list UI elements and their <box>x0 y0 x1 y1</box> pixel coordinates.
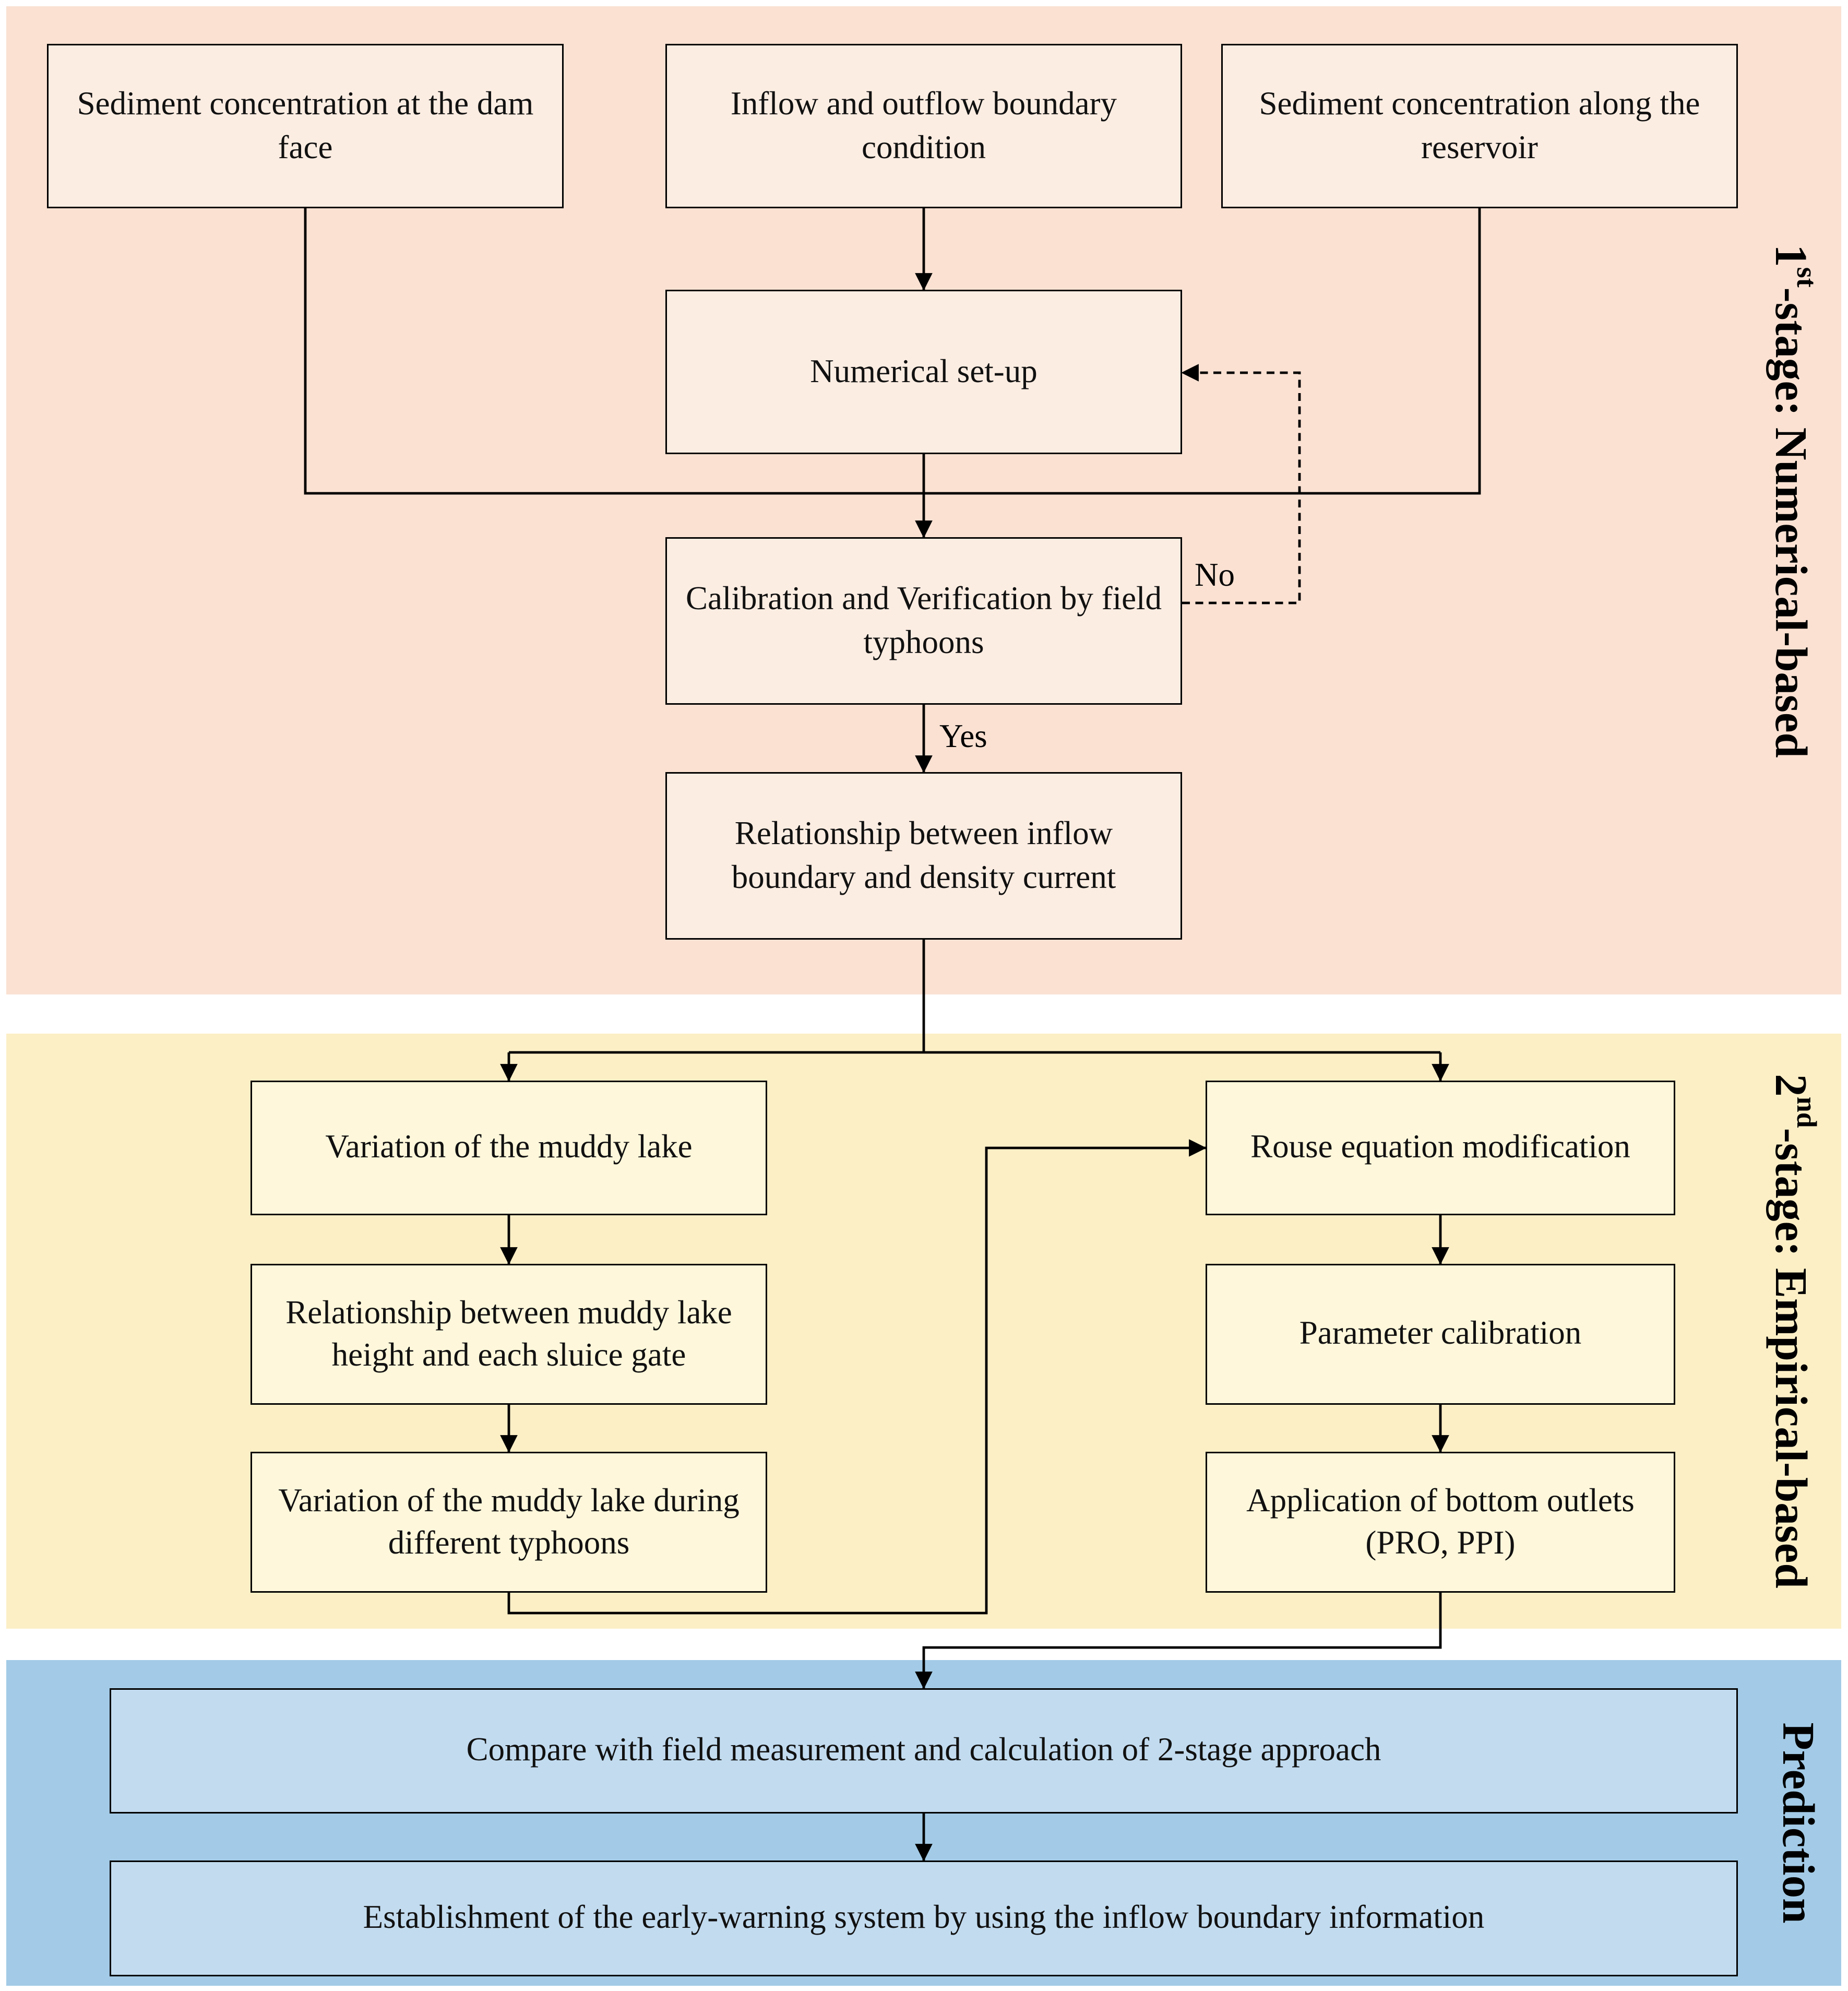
edge-label-no: No <box>1195 556 1235 594</box>
stage2-side-label <box>1763 1074 1822 1589</box>
stage1-side-label <box>1763 244 1822 757</box>
box-muddy-lake-typhoons: Variation of the muddy lake during different typhoons <box>251 1452 767 1593</box>
stage2-side-label-sup: nd <box>1791 1096 1822 1128</box>
box-compare-field-measurement: Compare with field measurement and calculation of 2-stage approach <box>110 1688 1738 1814</box>
box-variation-muddy-lake: Variation of the muddy lake <box>251 1081 767 1215</box>
box-muddy-lake-sluice-gate: Relationship between muddy lake height and each sluice gate <box>251 1264 767 1405</box>
stage1-side-label-num: 1 <box>1765 243 1816 267</box>
edge-label-yes: Yes <box>939 717 987 755</box>
stage3-side-label-text: Prediction <box>1772 1722 1822 1924</box>
stage1-side-label-rest: -stage: Numerical-based <box>1765 287 1816 757</box>
stage2-side-label-rest: -stage: Empirical-based <box>1765 1128 1816 1589</box>
box-early-warning-system: Establishment of the early-warning system by using the inflow boundary information <box>110 1860 1738 1976</box>
stage1-side-label-sup: st <box>1791 266 1822 287</box>
stage3-side-label <box>1771 1722 1822 1923</box>
box-relationship-inflow-density: Relationship between inflow boundary and density current <box>665 772 1182 940</box>
box-parameter-calibration: Parameter calibration <box>1206 1264 1675 1405</box>
box-bottom-outlets: Application of bottom outlets (PRO, PPI) <box>1206 1452 1675 1593</box>
box-inflow-outflow-boundary: Inflow and outflow boundary condition <box>665 44 1182 208</box>
box-rouse-equation: Rouse equation modification <box>1206 1081 1675 1215</box>
box-numerical-setup: Numerical set-up <box>665 290 1182 454</box>
box-sediment-along-reservoir: Sediment concentration along the reservoir <box>1221 44 1738 208</box>
box-calibration-verification: Calibration and Verification by field typhoons <box>665 537 1182 705</box>
box-sediment-dam-face: Sediment concentration at the dam face <box>47 44 564 208</box>
stage2-side-label-num: 2 <box>1765 1074 1816 1097</box>
